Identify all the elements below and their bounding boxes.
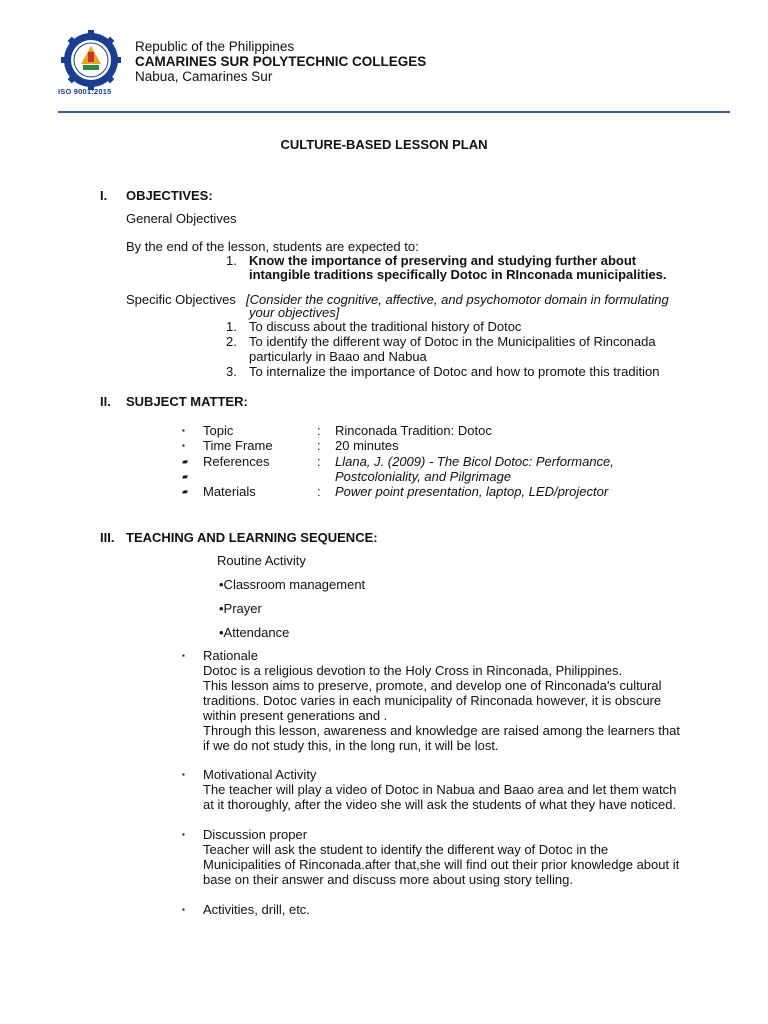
subject-row-value-cont: Postcoloniality, and Pilgrimage xyxy=(335,469,512,484)
country-line: Republic of the Philippines xyxy=(135,39,295,54)
bullet-marker: ▪ xyxy=(182,651,185,660)
rationale-line: if we do not study this, in the long run, it will be lost. xyxy=(203,738,499,753)
subject-row-value: 20 minutes xyxy=(335,438,399,453)
subject-row-value: Llana, J. (2009) - The Bicol Dotoc: Performance, xyxy=(335,454,614,469)
objectives-heading: OBJECTIVES: xyxy=(126,188,213,203)
logo-caption: ISO 9001:2015 xyxy=(58,87,112,96)
sequence-heading: TEACHING AND LEARNING SEQUENCE: xyxy=(126,530,378,545)
general-item-line2: intangible traditions specifically Dotoc in RInconada municipalities. xyxy=(249,267,667,282)
specific-note-line1: [Consider the cognitive, affective, and psychomotor domain in formulating xyxy=(246,292,669,307)
rationale-line: traditions. Dotoc varies in each municipality of Rinconada however, it is obscure xyxy=(203,693,662,708)
activities-title: Activities, drill, etc. xyxy=(203,902,310,917)
bullet-marker: ▰ xyxy=(182,472,189,481)
bullet-marker: ▪ xyxy=(182,830,185,839)
rationale-title: Rationale xyxy=(203,648,258,663)
bullet-marker: ▰ xyxy=(182,457,189,466)
general-item-number: 1. xyxy=(226,253,237,268)
rationale-line: This lesson aims to preserve, promote, and develop one of Rinconada's cultural xyxy=(203,678,662,693)
discussion-line: Teacher will ask the student to identify the different way of Dotoc in the xyxy=(203,842,609,857)
bullet-marker: ▪ xyxy=(182,905,185,914)
discussion-line: base on their answer and discuss more about using story telling. xyxy=(203,872,573,887)
subject-row-colon: : xyxy=(317,438,321,453)
subject-row-label: Topic xyxy=(203,423,234,438)
bullet-marker: ▪ xyxy=(182,426,185,435)
general-objectives-label: General Objectives xyxy=(126,211,237,226)
rationale-line: Dotoc is a religious devotion to the Holy Cross in Rinconada, Philippines. xyxy=(203,663,623,678)
specific-objectives-label: Specific Objectives xyxy=(126,292,236,307)
routine-item: •Attendance xyxy=(219,625,290,640)
school-location: Nabua, Camarines Sur xyxy=(135,69,273,84)
motivation-line: at it thoroughly, after the video she will ask the students of what they have noticed. xyxy=(203,797,677,812)
subject-row-colon: : xyxy=(317,423,321,438)
discussion-title: Discussion proper xyxy=(203,827,308,842)
subject-matter-heading: SUBJECT MATTER: xyxy=(126,394,248,409)
bullet-marker: ▪ xyxy=(182,441,185,450)
school-name: CAMARINES SUR POLYTECHNIC COLLEGES xyxy=(135,54,427,69)
section-numeral-iii: III. xyxy=(100,530,115,545)
subject-row-label: Time Frame xyxy=(203,438,273,453)
bullet-marker: ▰ xyxy=(182,487,189,496)
document-title: CULTURE-BASED LESSON PLAN xyxy=(280,137,488,152)
specific-item-text: To identify the different way of Dotoc in the Municipalities of Rinconada xyxy=(249,334,656,349)
bullet-marker: ▪ xyxy=(182,770,185,779)
discussion-line: Municipalities of Rinconada.after that,she will find out their prior knowledge about it xyxy=(203,857,680,872)
objectives-intro: By the end of the lesson, students are expected to: xyxy=(126,239,419,254)
routine-item: •Prayer xyxy=(219,601,262,616)
motivation-line: The teacher will play a video of Dotoc in Nabua and Baao area and let them watch xyxy=(203,782,677,797)
specific-item-text: To discuss about the traditional history of Dotoc xyxy=(249,319,522,334)
subject-row-value: Power point presentation, laptop, LED/projector xyxy=(335,484,609,499)
specific-note-line2: your objectives] xyxy=(249,305,340,320)
general-item-line1: Know the importance of preserving and studying further about xyxy=(249,253,637,268)
section-numeral-ii: II. xyxy=(100,394,111,409)
specific-item-number: 1. xyxy=(226,319,237,334)
section-numeral-i: I. xyxy=(100,188,108,203)
routine-item: •Classroom management xyxy=(219,577,366,592)
routine-activity-label: Routine Activity xyxy=(217,553,306,568)
subject-row-colon: : xyxy=(317,484,321,499)
specific-item-text: To internalize the importance of Dotoc and how to promote this tradition xyxy=(249,364,660,379)
specific-item-number: 2. xyxy=(226,334,237,349)
subject-row-colon: : xyxy=(317,454,321,469)
motivation-title: Motivational Activity xyxy=(203,767,317,782)
header-divider xyxy=(58,111,730,113)
specific-item-number: 3. xyxy=(226,364,237,379)
rationale-line: within present generations and . xyxy=(203,708,388,723)
subject-row-label: References xyxy=(203,454,270,469)
subject-row-label: Materials xyxy=(203,484,256,499)
subject-row-value: Rinconada Tradition: Dotoc xyxy=(335,423,492,438)
specific-item-text-cont: particularly in Baao and Nabua xyxy=(249,349,427,364)
rationale-line: Through this lesson, awareness and knowledge are raised among the learners that xyxy=(203,723,680,738)
